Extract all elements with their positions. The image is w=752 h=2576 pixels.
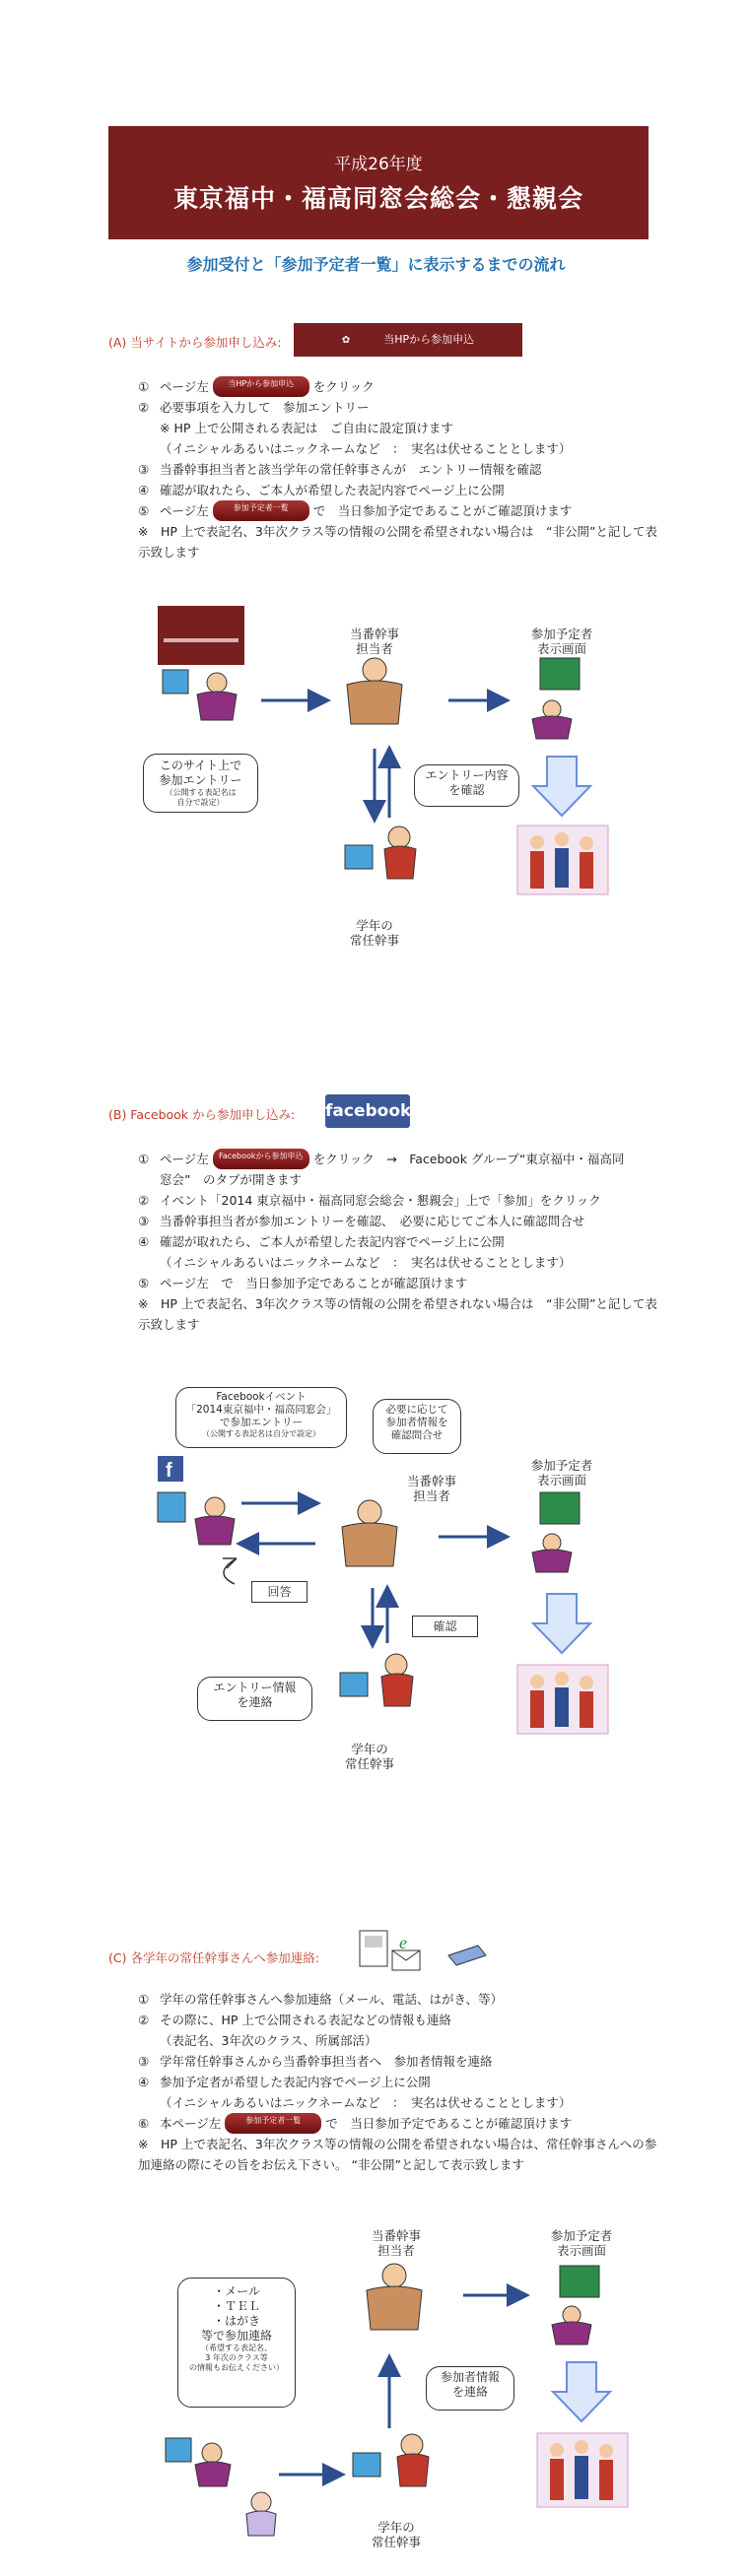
list-item: ③ 当番幹事担当者と該当学年の常任幹事さんが エントリー情報を確認 [138, 462, 542, 477]
list-item: ① ページ左 当HPから参加申込 をクリック [138, 376, 660, 397]
list-item: ① 学年の常任幹事さんへ参加連絡（メール、電話、はがき、等） [138, 1992, 504, 2007]
list-item: ⑥ 本ページ左 参加予定者一覧 で 当日参加予定であることが確認頂けます [138, 2113, 660, 2134]
display-screen-icon [560, 2266, 599, 2297]
person-icon [202, 2443, 222, 2463]
list-item: ① ページ左 Facebookから参加申込 をクリック → Facebook グループ“東京福中・福高同 [138, 1149, 660, 1169]
confirm-entry-bubble: エントリー内容 を確認 [414, 764, 519, 807]
section-a-heading: (A) 当サイトから参加申し込み: [108, 335, 282, 350]
tanto-label: 当番幹事 担当者 [349, 627, 399, 656]
gakunen-label: 学年の 常任幹事 [371, 2520, 421, 2549]
participant-info-bubble: 参加者情報 を連絡 [426, 2366, 514, 2411]
mini-apply-button[interactable]: 当HPから参加申込 [213, 376, 309, 397]
manager-icon [382, 2264, 406, 2287]
list-item: （イニシャルあるいはニックネームなど ： 実名は伏せることとします） [160, 441, 572, 456]
list-item: ⑤ ページ左 参加予定者一覧 で 当日参加予定であることがご確認頂けます [138, 500, 660, 521]
participant-list-button[interactable]: 参加予定者一覧 [213, 500, 309, 521]
list-item: ※ HP 上で公開される表記は ご自由に設定頂けます [160, 421, 453, 435]
banner-title: 東京福中・福高同窓会総会・懇親会 [172, 184, 583, 213]
section-b-note: ※ HP 上で表記名、3年次クラス等の情報の公開を希望されない場合は “非公開”と記して表示致します [138, 1296, 657, 1332]
section-b-heading: (B) Facebook から参加申し込み: [108, 1107, 296, 1122]
person-icon [401, 2434, 423, 2456]
list-item: ③ 学年常任幹事さんから当番幹事担当者へ 参加者情報を連絡 [138, 2054, 493, 2069]
list-item: （表記名、3年次のクラス、所属部活） [160, 2033, 377, 2048]
page-subtitle: 参加受付と「参加予定者一覧」に表示するまでの流れ [186, 255, 566, 274]
computer-icon [353, 2453, 380, 2477]
contact-bubble: ・メール ・ＴＥＬ ・はがき 等で参加連絡 （希望する表記名、 3 年次のクラス等 の情報もお伝えください） [177, 2278, 296, 2408]
display-label: 参加予定者 表示画面 [530, 1458, 593, 1487]
list-item: ③ 当番幹事担当者が参加エントリーを確認、 必要に応じてご本人に確認問合せ [138, 1214, 585, 1228]
flower-icon: ✿ [341, 335, 351, 346]
section-a-note: ※ HP 上で表記名、3年次クラス等の情報の公開を希望されない場合は “非公開”と記して表示致します [138, 524, 657, 560]
svg-text:e: e [399, 1933, 407, 1952]
hp-apply-button[interactable]: ✿ 当HPから参加申込 [294, 323, 522, 357]
list-item: ④ 確認が取れたら、ご本人が希望した表記内容でページ上に公開 [138, 483, 505, 497]
facebook-logo[interactable]: facebook [325, 1094, 410, 1128]
computer-icon [166, 2438, 191, 2462]
elderly-person-icon [251, 2492, 271, 2512]
gakunen-label: 学年の 常任幹事 [344, 1742, 394, 1771]
list-item: 窓会” のタブが開きます [160, 1172, 302, 1187]
down-arrow-icon [553, 2362, 610, 2421]
facebook-entry-bubble: Facebookイベント 「2014東京福中・福高同窓会」 で参加エントリー （公開する表記名は自分で設定） [175, 1387, 347, 1448]
need-confirm-bubble: 必要に応じて 参加者情報を 確認問合せ [373, 1399, 461, 1454]
section-c-note: ※ HP 上で表記名、3年次クラス等の情報の公開を希望されない場合は、常任幹事さんへの参加連絡の際にその旨をお伝え下さい。 “非公開”と記して表示致します [138, 2137, 657, 2172]
list-item: （イニシャルあるいはニックネームなど ： 実名は伏せることとします） [160, 2095, 572, 2110]
tanto-label: 当番幹事 担当者 [371, 2228, 421, 2258]
list-item: （イニシャルあるいはニックネームなど ： 実名は伏せることとします） [160, 1255, 572, 1270]
list-item: ② 必要事項を入力して 参加エントリー [138, 400, 370, 415]
participant-list-button[interactable]: 参加予定者一覧 [225, 2113, 321, 2134]
list-item: ② その際に、HP 上で公開される表記などの情報も連絡 [138, 2013, 451, 2027]
entry-bubble: このサイト上で 参加エントリー （公開する表記名は 自分で設定） [143, 754, 258, 813]
gakunen-label: 学年の 常任幹事 [349, 918, 399, 948]
list-item: ④ 確認が取れたら、ご本人が希望した表記内容でページ上に公開 [138, 1234, 505, 1249]
reply-box: 回答 [251, 1581, 308, 1603]
confirm-box: 確認 [412, 1616, 478, 1637]
display-label: 参加予定者 表示画面 [530, 627, 593, 656]
section-c-heading: (C) 各学年の常任幹事さんへ参加連絡: [108, 1950, 319, 1965]
display-label: 参加予定者 表示画面 [550, 2228, 613, 2258]
entry-info-bubble: エントリー情報 を連絡 [197, 1677, 312, 1721]
banner-year: 平成26年度 [334, 155, 423, 174]
svg-text:f: f [166, 1460, 172, 1482]
list-item: ⑤ ページ左 で 当日参加予定であることが確認頂けます [138, 1276, 468, 1290]
mini-facebook-button[interactable]: Facebookから参加申込 [213, 1149, 309, 1169]
tanto-label: 当番幹事 担当者 [406, 1474, 456, 1503]
list-item: ④ 参加予定者が希望した表記内容でページ上に公開 [138, 2075, 431, 2089]
list-item: ② イベント「2014 東京福中・福高同窓会総会・懇親会」上で「参加」をクリック [138, 1193, 601, 1208]
